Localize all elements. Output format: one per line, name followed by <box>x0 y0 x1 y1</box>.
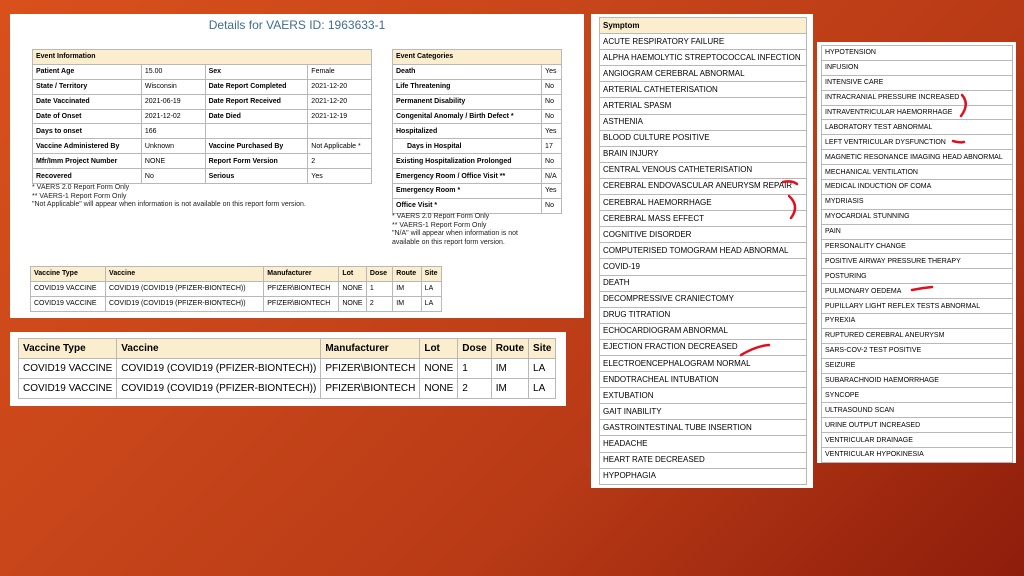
symptom-name: VENTRICULAR HYPOKINESIA <box>822 448 1013 463</box>
field-value: 2021-12-20 <box>308 79 372 94</box>
table-cell: NONE <box>420 359 458 379</box>
symptom-name: DECOMPRESSIVE CRANIECTOMY <box>600 291 807 307</box>
column-header: Manufacturer <box>321 339 420 359</box>
list-item <box>600 114 807 130</box>
table-row <box>33 139 372 154</box>
field-label: Date Vaccinated <box>33 94 142 109</box>
list-item <box>600 420 807 436</box>
list-item <box>600 355 807 371</box>
list-item <box>822 46 1013 61</box>
column-header: Dose <box>458 339 491 359</box>
symptom-name: HYPOPHAGIA <box>600 468 807 484</box>
symptom-name: MYOCARDIAL STUNNING <box>822 209 1013 224</box>
table-cell: LA <box>529 359 556 379</box>
table-cell: COVID19 (COVID19 (PFIZER-BIONTECH)) <box>106 296 264 311</box>
symptom-name: BLOOD CULTURE POSITIVE <box>600 130 807 146</box>
field-value: Female <box>308 64 372 79</box>
table-cell: IM <box>393 281 421 296</box>
table-row <box>393 124 562 139</box>
field-label: Days to onset <box>33 124 142 139</box>
field-label <box>205 124 308 139</box>
list-item <box>822 165 1013 180</box>
table-cell: COVID19 VACCINE <box>19 379 117 399</box>
table-cell: PFIZER\BIONTECH <box>264 296 339 311</box>
table-row <box>393 184 562 199</box>
list-item <box>600 436 807 452</box>
list-item <box>600 452 807 468</box>
list-item <box>600 211 807 227</box>
table-row <box>393 154 562 169</box>
symptom-name: MYDRIASIS <box>822 194 1013 209</box>
field-label: Date Died <box>205 109 308 124</box>
table-row <box>33 94 372 109</box>
column-header: Dose <box>366 267 392 282</box>
footnote: available on this report form version. <box>392 238 505 246</box>
category-label: Existing Hospitalization Prolonged <box>393 154 542 169</box>
field-value: No <box>141 169 205 184</box>
table-row <box>31 281 442 296</box>
event-information-table <box>32 49 372 184</box>
list-item <box>822 105 1013 120</box>
table-row <box>393 79 562 94</box>
symptom-name: ACUTE RESPIRATORY FAILURE <box>600 34 807 50</box>
table-row <box>393 198 562 213</box>
list-item <box>822 448 1013 463</box>
symptom-name: PYREXIA <box>822 314 1013 329</box>
symptom-name: SYNCOPE <box>822 388 1013 403</box>
category-label: Death <box>393 64 542 79</box>
table-cell: COVID19 (COVID19 (PFIZER-BIONTECH)) <box>117 379 321 399</box>
table-cell: COVID19 (COVID19 (PFIZER-BIONTECH)) <box>106 281 264 296</box>
list-item <box>600 195 807 211</box>
symptom-name: ENDOTRACHEAL INTUBATION <box>600 372 807 388</box>
field-value: 2021-12-20 <box>308 94 372 109</box>
field-label: Mfr/Imm Project Number <box>33 154 142 169</box>
symptom-name: PAIN <box>822 224 1013 239</box>
field-value: Yes <box>308 169 372 184</box>
list-item <box>600 307 807 323</box>
category-label: Life Threatening <box>393 79 542 94</box>
symptom-name: ANGIOGRAM CEREBRAL ABNORMAL <box>600 66 807 82</box>
table-cell: COVID19 VACCINE <box>31 281 106 296</box>
symptom-name: ARTERIAL SPASM <box>600 98 807 114</box>
column-header: Vaccine Type <box>31 267 106 282</box>
symptom-list-panel-1 <box>591 14 813 488</box>
list-item <box>822 90 1013 105</box>
category-value: No <box>542 109 562 124</box>
field-value: 2021-12-02 <box>141 109 205 124</box>
category-label: Emergency Room / Office Visit ** <box>393 169 542 184</box>
table-cell: IM <box>393 296 421 311</box>
list-item <box>822 120 1013 135</box>
category-label: Days in Hospital <box>393 139 542 154</box>
event-categories-header: Event Categories <box>393 50 562 65</box>
table-cell: LA <box>529 379 556 399</box>
symptom-name: INFUSION <box>822 60 1013 75</box>
column-header: Route <box>393 267 421 282</box>
field-label: Date Report Completed <box>205 79 308 94</box>
list-item <box>600 339 807 355</box>
list-item <box>822 269 1013 284</box>
list-item <box>600 66 807 82</box>
symptom-name: POSITIVE AIRWAY PRESSURE THERAPY <box>822 254 1013 269</box>
table-cell: 1 <box>458 359 491 379</box>
field-value: 2 <box>308 154 372 169</box>
list-item <box>600 372 807 388</box>
table-cell: LA <box>421 281 441 296</box>
table-row <box>31 296 442 311</box>
category-label: Hospitalized <box>393 124 542 139</box>
table-cell: NONE <box>339 281 367 296</box>
table-cell: NONE <box>339 296 367 311</box>
footnote: "Not Applicable" will appear when information is not available on this report form version. <box>32 201 306 208</box>
list-item <box>822 373 1013 388</box>
list-item <box>600 178 807 194</box>
footnote: "N/A" will appear when information is not <box>392 230 518 237</box>
column-header: Vaccine Type <box>19 339 117 359</box>
symptom-name: HEART RATE DECREASED <box>600 452 807 468</box>
category-label: Permanent Disability <box>393 94 542 109</box>
field-label: Report Form Version <box>205 154 308 169</box>
list-item <box>600 388 807 404</box>
list-item <box>822 284 1013 299</box>
table-row <box>33 64 372 79</box>
symptom-name: PUPILLARY LIGHT REFLEX TESTS ABNORMAL <box>822 299 1013 314</box>
symptom-name: LEFT VENTRICULAR DYSFUNCTION <box>822 135 1013 150</box>
field-label: Sex <box>205 64 308 79</box>
symptom-name: VENTRICULAR DRAINAGE <box>822 433 1013 448</box>
table-cell: IM <box>491 359 528 379</box>
footnote: ** VAERS-1 Report Form Only <box>32 192 127 200</box>
field-label: Patient Age <box>33 64 142 79</box>
symptom-name: GAIT INABILITY <box>600 404 807 420</box>
category-label: Office Visit * <box>393 198 542 213</box>
table-row <box>33 79 372 94</box>
list-item <box>600 404 807 420</box>
symptom-name: ALPHA HAEMOLYTIC STREPTOCOCCAL INFECTION <box>600 50 807 66</box>
list-item <box>822 433 1013 448</box>
list-item <box>822 150 1013 165</box>
vaccine-table <box>30 266 442 312</box>
symptom-name: MAGNETIC RESONANCE IMAGING HEAD ABNORMAL <box>822 150 1013 165</box>
table-row <box>393 169 562 184</box>
event-information-notes <box>32 184 306 210</box>
symptom-name: PULMONARY OEDEMA <box>822 284 1013 299</box>
list-item <box>822 254 1013 269</box>
category-value: Yes <box>542 124 562 139</box>
column-header: Lot <box>420 339 458 359</box>
symptom-name: EXTUBATION <box>600 388 807 404</box>
category-label: Emergency Room * <box>393 184 542 199</box>
symptom-name: COVID-19 <box>600 259 807 275</box>
symptom-name: RUPTURED CEREBRAL ANEURYSM <box>822 328 1013 343</box>
symptom-name: PERSONALITY CHANGE <box>822 239 1013 254</box>
symptom-name: SUBARACHNOID HAEMORRHAGE <box>822 373 1013 388</box>
table-row <box>393 94 562 109</box>
table-cell: PFIZER\BIONTECH <box>321 379 420 399</box>
table-cell: NONE <box>420 379 458 399</box>
symptom-name: CEREBRAL MASS EFFECT <box>600 211 807 227</box>
list-item <box>600 227 807 243</box>
category-value: Yes <box>542 64 562 79</box>
field-value: Unknown <box>141 139 205 154</box>
table-cell: LA <box>421 296 441 311</box>
table-row <box>33 169 372 184</box>
symptom-name: GASTROINTESTINAL TUBE INSERTION <box>600 420 807 436</box>
symptom-name: INTENSIVE CARE <box>822 75 1013 90</box>
category-value: No <box>542 198 562 213</box>
table-cell: COVID19 VACCINE <box>19 359 117 379</box>
event-categories-table <box>392 49 562 214</box>
footnote: ** VAERS-1 Report Form Only <box>392 221 487 229</box>
symptom-table-1 <box>599 17 807 485</box>
symptom-name: ELECTROENCEPHALOGRAM NORMAL <box>600 355 807 371</box>
list-item <box>822 75 1013 90</box>
symptom-name: HYPOTENSION <box>822 46 1013 61</box>
list-item <box>822 239 1013 254</box>
table-cell: PFIZER\BIONTECH <box>321 359 420 379</box>
footnote: * VAERS 2.0 Report Form Only <box>392 213 490 220</box>
table-row <box>393 139 562 154</box>
symptom-name: CENTRAL VENOUS CATHETERISATION <box>600 162 807 178</box>
field-value <box>308 124 372 139</box>
symptom-name: SEIZURE <box>822 358 1013 373</box>
category-value: 17 <box>542 139 562 154</box>
symptom-name: EJECTION FRACTION DECREASED <box>600 339 807 355</box>
list-item <box>600 98 807 114</box>
list-item <box>822 328 1013 343</box>
table-row <box>393 64 562 79</box>
category-label: Congenital Anomaly / Birth Defect * <box>393 109 542 124</box>
footnote: * VAERS 2.0 Report Form Only <box>32 184 130 191</box>
symptom-name: URINE OUTPUT INCREASED <box>822 418 1013 433</box>
list-item <box>600 275 807 291</box>
field-value: 2021-06-19 <box>141 94 205 109</box>
symptom-name: ASTHENIA <box>600 114 807 130</box>
list-item <box>600 146 807 162</box>
table-cell: 2 <box>366 296 392 311</box>
list-item <box>822 388 1013 403</box>
list-item <box>822 403 1013 418</box>
symptom-name: ULTRASOUND SCAN <box>822 403 1013 418</box>
category-value: No <box>542 94 562 109</box>
vaccine-table-zoom-panel <box>10 332 566 406</box>
table-cell: COVID19 VACCINE <box>31 296 106 311</box>
table-row <box>393 109 562 124</box>
symptom-name: INTRAVENTRICULAR HAEMORRHAGE <box>822 105 1013 120</box>
symptom-name: COGNITIVE DISORDER <box>600 227 807 243</box>
field-label: Date Report Received <box>205 94 308 109</box>
symptom-name: HEADACHE <box>600 436 807 452</box>
list-item <box>600 468 807 484</box>
field-value: NONE <box>141 154 205 169</box>
symptom-name: COMPUTERISED TOMOGRAM HEAD ABNORMAL <box>600 243 807 259</box>
symptom-name: INTRACRANIAL PRESSURE INCREASED <box>822 90 1013 105</box>
table-cell: PFIZER\BIONTECH <box>264 281 339 296</box>
list-item <box>822 194 1013 209</box>
symptom-name: DRUG TITRATION <box>600 307 807 323</box>
list-item <box>600 323 807 339</box>
list-item <box>822 314 1013 329</box>
vaers-details-panel <box>10 14 584 318</box>
table-cell: COVID19 (COVID19 (PFIZER-BIONTECH)) <box>117 359 321 379</box>
event-information-header: Event Information <box>33 50 372 65</box>
field-value: Not Applicable * <box>308 139 372 154</box>
list-item <box>600 291 807 307</box>
list-item <box>822 343 1013 358</box>
field-value: 166 <box>141 124 205 139</box>
list-item <box>822 180 1013 195</box>
list-item <box>600 259 807 275</box>
page-title: Details for VAERS ID: 1963633-1 <box>208 18 386 32</box>
category-value: No <box>542 79 562 94</box>
field-label: Recovered <box>33 169 142 184</box>
list-item <box>822 135 1013 150</box>
symptom-name: DEATH <box>600 275 807 291</box>
table-row <box>33 109 372 124</box>
list-item <box>600 130 807 146</box>
list-item <box>822 418 1013 433</box>
field-label: Vaccine Administered By <box>33 139 142 154</box>
symptom-name: ARTERIAL CATHETERISATION <box>600 82 807 98</box>
table-row <box>19 379 556 399</box>
field-label: State / Territory <box>33 79 142 94</box>
field-label: Date of Onset <box>33 109 142 124</box>
symptom-table-2 <box>821 45 1013 463</box>
category-value: Yes <box>542 184 562 199</box>
field-value: 2021-12-19 <box>308 109 372 124</box>
list-item <box>822 299 1013 314</box>
column-header: Site <box>529 339 556 359</box>
column-header: Manufacturer <box>264 267 339 282</box>
symptom-name: POSTURING <box>822 269 1013 284</box>
event-categories-notes <box>392 213 518 247</box>
table-cell: 2 <box>458 379 491 399</box>
symptom-name: CEREBRAL HAEMORRHAGE <box>600 195 807 211</box>
table-cell: IM <box>491 379 528 399</box>
list-item <box>822 60 1013 75</box>
column-header: Lot <box>339 267 367 282</box>
field-label: Serious <box>205 169 308 184</box>
symptom-name: BRAIN INJURY <box>600 146 807 162</box>
list-item <box>822 209 1013 224</box>
list-item <box>600 34 807 50</box>
table-row <box>33 154 372 169</box>
list-item <box>822 224 1013 239</box>
column-header: Site <box>421 267 441 282</box>
field-label: Vaccine Purchased By <box>205 139 308 154</box>
symptom-name: SARS-COV-2 TEST POSITIVE <box>822 343 1013 358</box>
field-value: 15.00 <box>141 64 205 79</box>
table-row <box>19 359 556 379</box>
symptom-name: LABORATORY TEST ABNORMAL <box>822 120 1013 135</box>
column-header: Vaccine <box>106 267 264 282</box>
symptom-name: MECHANICAL VENTILATION <box>822 165 1013 180</box>
column-header: Vaccine <box>117 339 321 359</box>
list-item <box>600 162 807 178</box>
field-value: Wisconsin <box>141 79 205 94</box>
list-item <box>600 82 807 98</box>
list-item <box>600 50 807 66</box>
symptom-header: Symptom <box>600 18 807 34</box>
list-item <box>822 358 1013 373</box>
column-header: Route <box>491 339 528 359</box>
symptom-list-panel-2 <box>817 42 1016 463</box>
category-value: No <box>542 154 562 169</box>
vaccine-table-zoomed <box>18 338 556 399</box>
list-item <box>600 243 807 259</box>
category-value: N/A <box>542 169 562 184</box>
symptom-name: MEDICAL INDUCTION OF COMA <box>822 180 1013 195</box>
symptom-name: ECHOCARDIOGRAM ABNORMAL <box>600 323 807 339</box>
symptom-name: CEREBRAL ENDOVASCULAR ANEURYSM REPAIR <box>600 178 807 194</box>
table-row <box>33 124 372 139</box>
table-cell: 1 <box>366 281 392 296</box>
